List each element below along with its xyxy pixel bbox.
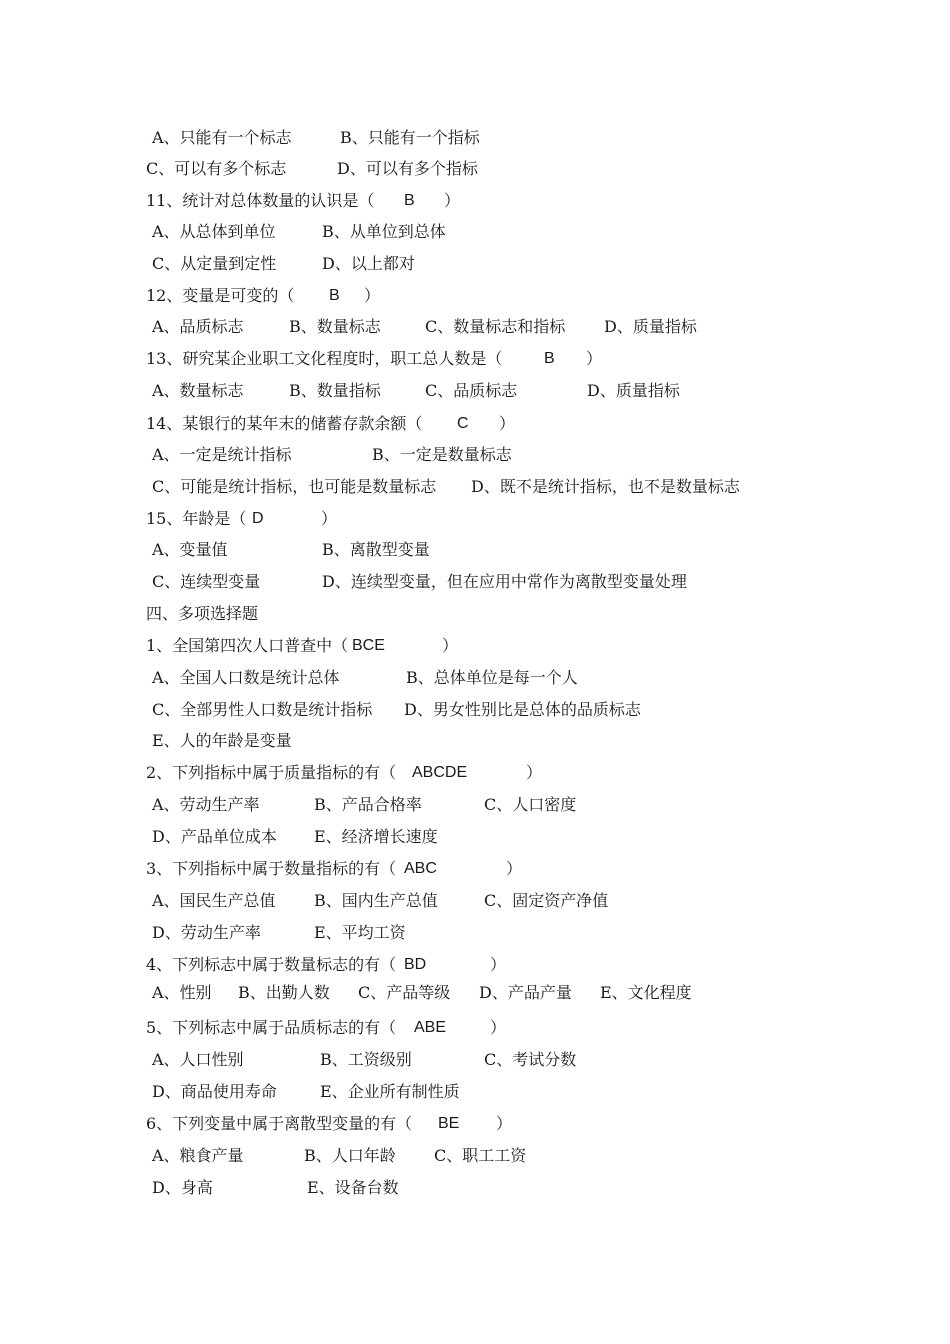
option-text: A、人口性别 [152, 1050, 244, 1069]
question-close: ） [490, 1018, 507, 1037]
answer-text: B [404, 192, 415, 209]
question-text: 11、统计对总体数量的认识是（ [146, 191, 375, 210]
option-text: D、身高 [152, 1178, 213, 1197]
answer-text: ABE [414, 1019, 447, 1036]
option-text: C、全部男性人口数是统计指标 [152, 700, 373, 719]
option-text: D、以上都对 [322, 254, 415, 273]
option-text: A、全国人口数是统计总体 [152, 668, 340, 687]
option-text: D、男女性别比是总体的品质标志 [404, 700, 641, 719]
question-close: ） [364, 286, 381, 305]
option-text: B、数量标志 [289, 317, 381, 336]
option-text: D、连续型变量，但在应用中常作为离散型变量处理 [322, 572, 687, 591]
option-text: A、粮食产量 [152, 1146, 244, 1165]
option-text: A、品质标志 [152, 317, 244, 336]
option-text: E、人的年龄是变量 [152, 731, 292, 750]
question-close: ） [526, 763, 543, 782]
question-text: 6、下列变量中属于离散型变量的有（ [146, 1114, 413, 1133]
option-text: D、商品使用寿命 [152, 1082, 277, 1101]
option-text: A、数量标志 [152, 381, 244, 400]
answer-text: ABC [404, 860, 437, 877]
question-close: ） [444, 191, 461, 210]
option-text: A、只能有一个标志 [152, 128, 292, 147]
question-close: ） [496, 1114, 513, 1133]
question-close: ） [490, 955, 507, 974]
question-text: 5、下列标志中属于品质标志的有（ [146, 1018, 397, 1037]
option-text: B、总体单位是每一个人 [406, 668, 578, 687]
option-text: B、数量指标 [289, 381, 381, 400]
option-text: E、文化程度 [600, 983, 692, 1002]
option-text: A、劳动生产率 [152, 795, 260, 814]
option-text: C、职工工资 [434, 1146, 527, 1165]
question-close: ） [586, 349, 603, 368]
option-text: B、工资级别 [320, 1050, 412, 1069]
option-text: E、经济增长速度 [314, 827, 438, 846]
option-text: E、企业所有制性质 [320, 1082, 460, 1101]
option-text: C、可能是统计指标，也可能是数量标志 [152, 477, 437, 496]
option-text: D、产品单位成本 [152, 827, 277, 846]
answer-text: BD [404, 956, 427, 973]
option-text: B、出勤人数 [238, 983, 330, 1002]
option-text: A、一定是统计指标 [152, 445, 292, 464]
option-text: D、既不是统计指标，也不是数量标志 [471, 477, 740, 496]
option-text: D、劳动生产率 [152, 923, 261, 942]
option-text: C、品质标志 [425, 381, 518, 400]
option-text: B、从单位到总体 [322, 222, 446, 241]
answer-text: BE [438, 1115, 460, 1132]
option-text: B、只能有一个指标 [340, 128, 480, 147]
option-text: D、可以有多个指标 [337, 159, 478, 178]
answer-text: BCE [352, 637, 385, 654]
option-text: C、考试分数 [484, 1050, 577, 1069]
option-text: C、可以有多个标志 [146, 159, 287, 178]
option-text: A、变量值 [152, 540, 228, 559]
question-text: 1、全国第四次人口普查中（ [146, 636, 349, 655]
question-text: 4、下列标志中属于数量标志的有（ [146, 955, 397, 974]
option-text: E、设备台数 [307, 1178, 399, 1197]
option-text: C、人口密度 [484, 795, 577, 814]
option-text: A、性别 [152, 983, 212, 1002]
option-text: B、产品合格率 [314, 795, 422, 814]
question-text: 3、下列指标中属于数量指标的有（ [146, 859, 397, 878]
answer-text: B [329, 287, 340, 304]
question-close: ） [506, 859, 523, 878]
answer-text: C [457, 415, 469, 432]
question-text: 12、变量是可变的（ [146, 286, 295, 305]
option-text: C、固定资产净值 [484, 891, 609, 910]
question-close: ） [499, 414, 516, 433]
section-title: 四、多项选择题 [146, 604, 259, 623]
option-text: D、产品产量 [479, 983, 572, 1002]
option-text: C、从定量到定性 [152, 254, 277, 273]
question-close: ） [321, 509, 338, 528]
option-text: C、连续型变量 [152, 572, 261, 591]
option-text: C、产品等级 [358, 983, 451, 1002]
answer-text: D [252, 510, 264, 527]
option-text: B、人口年龄 [304, 1146, 396, 1165]
option-text: C、数量标志和指标 [425, 317, 566, 336]
question-text: 13、研究某企业职工文化程度时，职工总人数是（ [146, 349, 503, 368]
option-text: B、国内生产总值 [314, 891, 438, 910]
question-text: 2、下列指标中属于质量指标的有（ [146, 763, 397, 782]
option-text: D、质量指标 [587, 381, 680, 400]
option-text: A、从总体到单位 [152, 222, 276, 241]
option-text: B、离散型变量 [322, 540, 430, 559]
question-close: ） [442, 636, 459, 655]
option-text: D、质量指标 [604, 317, 697, 336]
question-text: 15、年龄是（ [146, 509, 247, 528]
option-text: A、国民生产总值 [152, 891, 276, 910]
answer-text: ABCDE [412, 764, 468, 781]
option-text: E、平均工资 [314, 923, 406, 942]
answer-text: B [544, 350, 555, 367]
question-text: 14、某银行的某年末的储蓄存款余额（ [146, 414, 423, 433]
option-text: B、一定是数量标志 [372, 445, 512, 464]
